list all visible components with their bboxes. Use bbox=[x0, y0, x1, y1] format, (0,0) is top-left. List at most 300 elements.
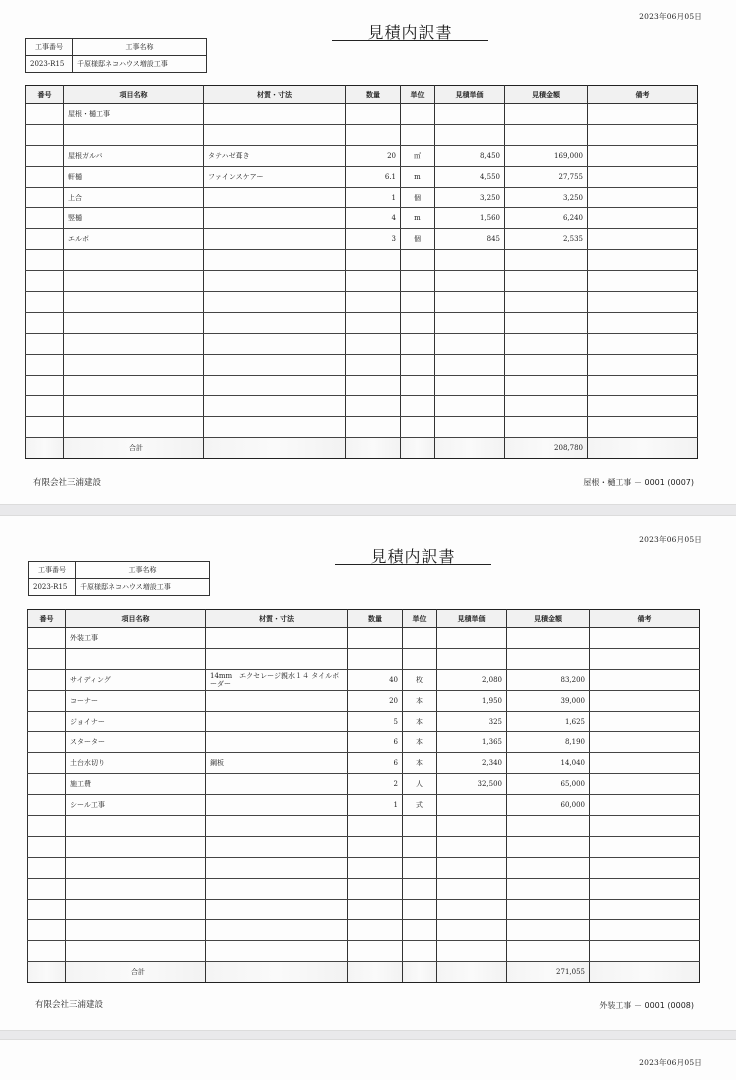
section-footer-code: 屋根・樋工事 － 0001 (0007) bbox=[583, 478, 694, 487]
item-name: シール工事 bbox=[66, 795, 206, 816]
unit bbox=[403, 878, 437, 899]
row-number bbox=[28, 669, 66, 690]
unit-price: 3,250 bbox=[435, 187, 505, 208]
remarks bbox=[588, 417, 698, 438]
unit-price bbox=[435, 417, 505, 438]
item-name bbox=[64, 124, 204, 145]
job-no-value: 2023-R15 bbox=[26, 56, 73, 73]
col-header-number: 番号 bbox=[28, 610, 66, 628]
table-row bbox=[26, 312, 698, 333]
quantity: 1 bbox=[348, 795, 403, 816]
material-spec bbox=[206, 836, 348, 857]
row-number bbox=[28, 648, 66, 669]
quantity bbox=[346, 292, 401, 313]
unit bbox=[401, 250, 435, 271]
col-header-remarks: 備考 bbox=[590, 610, 700, 628]
material-spec bbox=[206, 857, 348, 878]
amount bbox=[505, 250, 588, 271]
job-info-box bbox=[25, 38, 207, 73]
row-number bbox=[28, 857, 66, 878]
amount bbox=[505, 396, 588, 417]
table-header-row bbox=[26, 86, 698, 104]
unit-price bbox=[437, 836, 507, 857]
table-row bbox=[26, 166, 698, 187]
table-row bbox=[28, 732, 700, 753]
table-row bbox=[26, 271, 698, 292]
row-number bbox=[26, 417, 64, 438]
unit bbox=[401, 333, 435, 354]
item-name bbox=[64, 271, 204, 292]
row-number bbox=[26, 333, 64, 354]
item-name bbox=[66, 816, 206, 837]
material-spec bbox=[206, 648, 348, 669]
remarks bbox=[590, 920, 700, 941]
item-name bbox=[64, 292, 204, 313]
amount: 3,250 bbox=[505, 187, 588, 208]
item-name bbox=[64, 354, 204, 375]
total-row-cell bbox=[401, 438, 435, 459]
quantity: 1 bbox=[346, 187, 401, 208]
material-spec bbox=[204, 104, 346, 125]
quantity bbox=[346, 312, 401, 333]
remarks bbox=[588, 271, 698, 292]
material-spec bbox=[204, 271, 346, 292]
amount bbox=[505, 312, 588, 333]
job-name-value: 千原様邸ネコハウス増設工事 bbox=[73, 56, 207, 73]
quantity bbox=[348, 857, 403, 878]
unit-price bbox=[435, 271, 505, 292]
unit-price: 2,080 bbox=[437, 669, 507, 690]
remarks bbox=[588, 292, 698, 313]
total-row-cell bbox=[435, 438, 505, 459]
row-number bbox=[28, 711, 66, 732]
total-row-cell bbox=[204, 438, 346, 459]
table-row bbox=[26, 375, 698, 396]
material-spec bbox=[206, 899, 348, 920]
row-number bbox=[28, 836, 66, 857]
material-spec bbox=[206, 878, 348, 899]
quantity bbox=[346, 271, 401, 292]
remarks bbox=[588, 312, 698, 333]
material-spec bbox=[204, 250, 346, 271]
estimate-items-table bbox=[25, 85, 698, 459]
material-spec bbox=[206, 920, 348, 941]
table-row bbox=[28, 795, 700, 816]
row-number bbox=[28, 753, 66, 774]
amount bbox=[507, 836, 590, 857]
unit-price: 32,500 bbox=[437, 774, 507, 795]
material-spec: 鋼板 bbox=[206, 753, 348, 774]
unit bbox=[403, 816, 437, 837]
job-name-label: 工事名称 bbox=[73, 39, 207, 56]
unit-price bbox=[435, 250, 505, 271]
unit bbox=[401, 396, 435, 417]
total-row-cell bbox=[588, 438, 698, 459]
col-header-unit: 単位 bbox=[403, 610, 437, 628]
job-no-value: 2023-R15 bbox=[29, 579, 76, 596]
material-spec bbox=[204, 124, 346, 145]
table-row bbox=[26, 187, 698, 208]
unit-price bbox=[437, 816, 507, 837]
remarks bbox=[588, 187, 698, 208]
job-no-label: 工事番号 bbox=[26, 39, 73, 56]
amount bbox=[507, 941, 590, 962]
unit bbox=[401, 312, 435, 333]
issue-date: 2023年06月05日 bbox=[639, 12, 702, 21]
job-name-value: 千原様邸ネコハウス増設工事 bbox=[76, 579, 210, 596]
unit bbox=[401, 354, 435, 375]
amount bbox=[505, 333, 588, 354]
quantity: 6.1 bbox=[346, 166, 401, 187]
remarks bbox=[588, 250, 698, 271]
row-number bbox=[26, 208, 64, 229]
item-name: エルボ bbox=[64, 229, 204, 250]
unit bbox=[401, 417, 435, 438]
total-row bbox=[28, 962, 700, 983]
table-header-row bbox=[28, 610, 700, 628]
row-number bbox=[26, 271, 64, 292]
remarks bbox=[590, 732, 700, 753]
table-row bbox=[28, 816, 700, 837]
unit bbox=[403, 857, 437, 878]
col-header-unit-price: 見積単価 bbox=[437, 610, 507, 628]
unit: m bbox=[401, 208, 435, 229]
quantity: 6 bbox=[348, 753, 403, 774]
remarks bbox=[590, 690, 700, 711]
unit: 本 bbox=[403, 711, 437, 732]
remarks bbox=[590, 836, 700, 857]
row-number bbox=[26, 354, 64, 375]
material-spec bbox=[206, 795, 348, 816]
col-header-material: 材質・寸法 bbox=[204, 86, 346, 104]
total-row bbox=[26, 438, 698, 459]
unit bbox=[403, 628, 437, 649]
material-spec bbox=[204, 354, 346, 375]
unit-price bbox=[437, 795, 507, 816]
item-name: 屋根・樋工事 bbox=[64, 104, 204, 125]
amount bbox=[507, 628, 590, 649]
row-number bbox=[28, 795, 66, 816]
item-name bbox=[64, 312, 204, 333]
quantity bbox=[348, 836, 403, 857]
table-row bbox=[28, 774, 700, 795]
unit-price: 4,550 bbox=[435, 166, 505, 187]
row-number bbox=[26, 187, 64, 208]
quantity bbox=[346, 250, 401, 271]
item-name bbox=[66, 648, 206, 669]
col-header-amount: 見積金額 bbox=[507, 610, 590, 628]
item-name bbox=[66, 941, 206, 962]
row-number bbox=[26, 104, 64, 125]
unit bbox=[401, 292, 435, 313]
unit bbox=[403, 941, 437, 962]
item-name: コーナー bbox=[66, 690, 206, 711]
total-label: 合計 bbox=[66, 962, 206, 983]
remarks bbox=[590, 941, 700, 962]
amount bbox=[505, 354, 588, 375]
remarks bbox=[588, 208, 698, 229]
row-number bbox=[28, 628, 66, 649]
job-name-label: 工事名称 bbox=[76, 562, 210, 579]
company-name: 有限会社三浦建設 bbox=[33, 478, 102, 488]
table-row bbox=[26, 333, 698, 354]
total-row-cell bbox=[26, 438, 64, 459]
unit: ㎡ bbox=[401, 145, 435, 166]
issue-date: 2023年06月05日 bbox=[639, 535, 702, 544]
quantity bbox=[348, 920, 403, 941]
table-row bbox=[26, 354, 698, 375]
remarks bbox=[588, 333, 698, 354]
section-footer-code: 外装工事 － 0001 (0008) bbox=[599, 1001, 694, 1010]
item-name bbox=[66, 878, 206, 899]
unit: 本 bbox=[403, 732, 437, 753]
total-row-cell bbox=[590, 962, 700, 983]
amount: 169,000 bbox=[505, 145, 588, 166]
unit-price bbox=[435, 104, 505, 125]
item-name bbox=[66, 836, 206, 857]
total-row-cell bbox=[206, 962, 348, 983]
unit-price bbox=[437, 920, 507, 941]
amount: 2,535 bbox=[505, 229, 588, 250]
item-name: サイディング bbox=[66, 669, 206, 690]
remarks bbox=[590, 669, 700, 690]
unit bbox=[401, 124, 435, 145]
title-underline bbox=[332, 40, 488, 41]
material-spec bbox=[204, 312, 346, 333]
total-label: 合計 bbox=[64, 438, 204, 459]
job-info-box bbox=[28, 561, 210, 596]
unit-price bbox=[435, 124, 505, 145]
total-amount: 208,780 bbox=[505, 438, 588, 459]
unit-price: 325 bbox=[437, 711, 507, 732]
row-number bbox=[28, 941, 66, 962]
material-spec bbox=[204, 292, 346, 313]
col-header-unit: 単位 bbox=[401, 86, 435, 104]
unit bbox=[403, 836, 437, 857]
col-header-item-name: 項目名称 bbox=[66, 610, 206, 628]
amount: 60,000 bbox=[507, 795, 590, 816]
material-spec bbox=[206, 690, 348, 711]
total-row-cell bbox=[346, 438, 401, 459]
material-spec bbox=[206, 628, 348, 649]
row-number bbox=[26, 124, 64, 145]
unit-price bbox=[437, 648, 507, 669]
total-row-cell bbox=[348, 962, 403, 983]
table-row bbox=[26, 124, 698, 145]
material-spec bbox=[204, 375, 346, 396]
table-row bbox=[28, 899, 700, 920]
row-number bbox=[26, 166, 64, 187]
table-row bbox=[26, 208, 698, 229]
remarks bbox=[588, 145, 698, 166]
unit: 本 bbox=[403, 690, 437, 711]
row-number bbox=[26, 292, 64, 313]
estimate-items-table bbox=[27, 609, 700, 983]
remarks bbox=[590, 878, 700, 899]
item-name bbox=[64, 250, 204, 271]
total-row-cell bbox=[28, 962, 66, 983]
row-number bbox=[26, 396, 64, 417]
table-row bbox=[28, 941, 700, 962]
item-name: 上合 bbox=[64, 187, 204, 208]
amount bbox=[507, 920, 590, 941]
quantity: 40 bbox=[348, 669, 403, 690]
table-row bbox=[28, 711, 700, 732]
unit: 個 bbox=[401, 229, 435, 250]
amount bbox=[505, 104, 588, 125]
document-title: 見積内訳書 bbox=[367, 23, 453, 42]
unit: 式 bbox=[403, 795, 437, 816]
quantity bbox=[346, 104, 401, 125]
item-name bbox=[66, 899, 206, 920]
col-header-item-name: 項目名称 bbox=[64, 86, 204, 104]
row-number bbox=[26, 250, 64, 271]
col-header-unit-price: 見積単価 bbox=[435, 86, 505, 104]
remarks bbox=[590, 899, 700, 920]
quantity bbox=[346, 333, 401, 354]
remarks bbox=[588, 166, 698, 187]
material-spec bbox=[206, 774, 348, 795]
unit-price bbox=[437, 941, 507, 962]
unit-price: 1,560 bbox=[435, 208, 505, 229]
amount: 8,190 bbox=[507, 732, 590, 753]
quantity: 2 bbox=[348, 774, 403, 795]
material-spec: タテハゼ葺き bbox=[204, 145, 346, 166]
quantity: 20 bbox=[348, 690, 403, 711]
unit bbox=[403, 899, 437, 920]
unit: 枚 bbox=[403, 669, 437, 690]
item-name bbox=[64, 396, 204, 417]
unit bbox=[401, 375, 435, 396]
amount: 83,200 bbox=[507, 669, 590, 690]
amount: 14,040 bbox=[507, 753, 590, 774]
remarks bbox=[590, 816, 700, 837]
unit-price bbox=[437, 857, 507, 878]
material-spec bbox=[204, 417, 346, 438]
unit bbox=[401, 104, 435, 125]
material-spec bbox=[206, 941, 348, 962]
unit-price: 845 bbox=[435, 229, 505, 250]
material-spec bbox=[204, 229, 346, 250]
unit: 個 bbox=[401, 187, 435, 208]
issue-date: 2023年06月05日 bbox=[639, 1058, 702, 1067]
remarks bbox=[588, 354, 698, 375]
remarks bbox=[590, 711, 700, 732]
unit bbox=[403, 920, 437, 941]
estimate-sheet-2 bbox=[0, 516, 736, 1030]
row-number bbox=[28, 774, 66, 795]
row-number bbox=[28, 690, 66, 711]
col-header-remarks: 備考 bbox=[588, 86, 698, 104]
company-name: 有限会社三浦建設 bbox=[35, 1000, 104, 1010]
remarks bbox=[588, 124, 698, 145]
unit bbox=[401, 271, 435, 292]
quantity bbox=[348, 899, 403, 920]
remarks bbox=[588, 229, 698, 250]
row-number bbox=[26, 375, 64, 396]
table-row bbox=[26, 104, 698, 125]
unit-price bbox=[437, 899, 507, 920]
row-number bbox=[26, 145, 64, 166]
quantity: 3 bbox=[346, 229, 401, 250]
table-row bbox=[26, 145, 698, 166]
material-spec bbox=[204, 333, 346, 354]
unit-price bbox=[437, 628, 507, 649]
remarks bbox=[590, 774, 700, 795]
quantity bbox=[348, 628, 403, 649]
remarks bbox=[590, 795, 700, 816]
col-header-amount: 見積金額 bbox=[505, 86, 588, 104]
unit bbox=[403, 648, 437, 669]
title-underline bbox=[335, 564, 491, 565]
item-name: スターター bbox=[66, 732, 206, 753]
total-row-cell bbox=[437, 962, 507, 983]
material-spec bbox=[206, 732, 348, 753]
quantity: 4 bbox=[346, 208, 401, 229]
material-spec bbox=[206, 711, 348, 732]
table-row bbox=[28, 669, 700, 690]
amount bbox=[505, 292, 588, 313]
amount: 6,240 bbox=[505, 208, 588, 229]
unit-price bbox=[435, 396, 505, 417]
document-title: 見積内訳書 bbox=[370, 547, 456, 566]
table-row bbox=[28, 857, 700, 878]
table-row bbox=[26, 417, 698, 438]
row-number bbox=[28, 816, 66, 837]
material-spec bbox=[206, 816, 348, 837]
col-header-material: 材質・寸法 bbox=[206, 610, 348, 628]
quantity: 5 bbox=[348, 711, 403, 732]
unit: m bbox=[401, 166, 435, 187]
table-row bbox=[28, 648, 700, 669]
item-name: ジョイナー bbox=[66, 711, 206, 732]
total-amount: 271,055 bbox=[507, 962, 590, 983]
unit-price: 1,365 bbox=[437, 732, 507, 753]
unit-price: 2,340 bbox=[437, 753, 507, 774]
item-name bbox=[64, 333, 204, 354]
estimate-sheet-1 bbox=[0, 0, 736, 504]
quantity: 6 bbox=[348, 732, 403, 753]
unit-price bbox=[435, 354, 505, 375]
quantity bbox=[348, 941, 403, 962]
amount bbox=[507, 878, 590, 899]
col-header-number: 番号 bbox=[26, 86, 64, 104]
amount bbox=[507, 816, 590, 837]
table-row bbox=[28, 878, 700, 899]
table-row bbox=[26, 250, 698, 271]
unit: 本 bbox=[403, 753, 437, 774]
col-header-quantity: 数量 bbox=[346, 86, 401, 104]
material-spec bbox=[204, 187, 346, 208]
item-name bbox=[66, 857, 206, 878]
remarks bbox=[588, 375, 698, 396]
unit-price: 8,450 bbox=[435, 145, 505, 166]
remarks bbox=[588, 104, 698, 125]
table-row bbox=[28, 690, 700, 711]
table-row bbox=[26, 396, 698, 417]
unit: 人 bbox=[403, 774, 437, 795]
quantity bbox=[346, 124, 401, 145]
item-name: 外装工事 bbox=[66, 628, 206, 649]
amount bbox=[507, 648, 590, 669]
estimate-sheet-3 bbox=[0, 1040, 736, 1080]
amount: 27,755 bbox=[505, 166, 588, 187]
unit-price bbox=[435, 333, 505, 354]
item-name: 屋根ガルバ bbox=[64, 145, 204, 166]
quantity bbox=[348, 816, 403, 837]
remarks bbox=[588, 396, 698, 417]
item-name bbox=[64, 375, 204, 396]
